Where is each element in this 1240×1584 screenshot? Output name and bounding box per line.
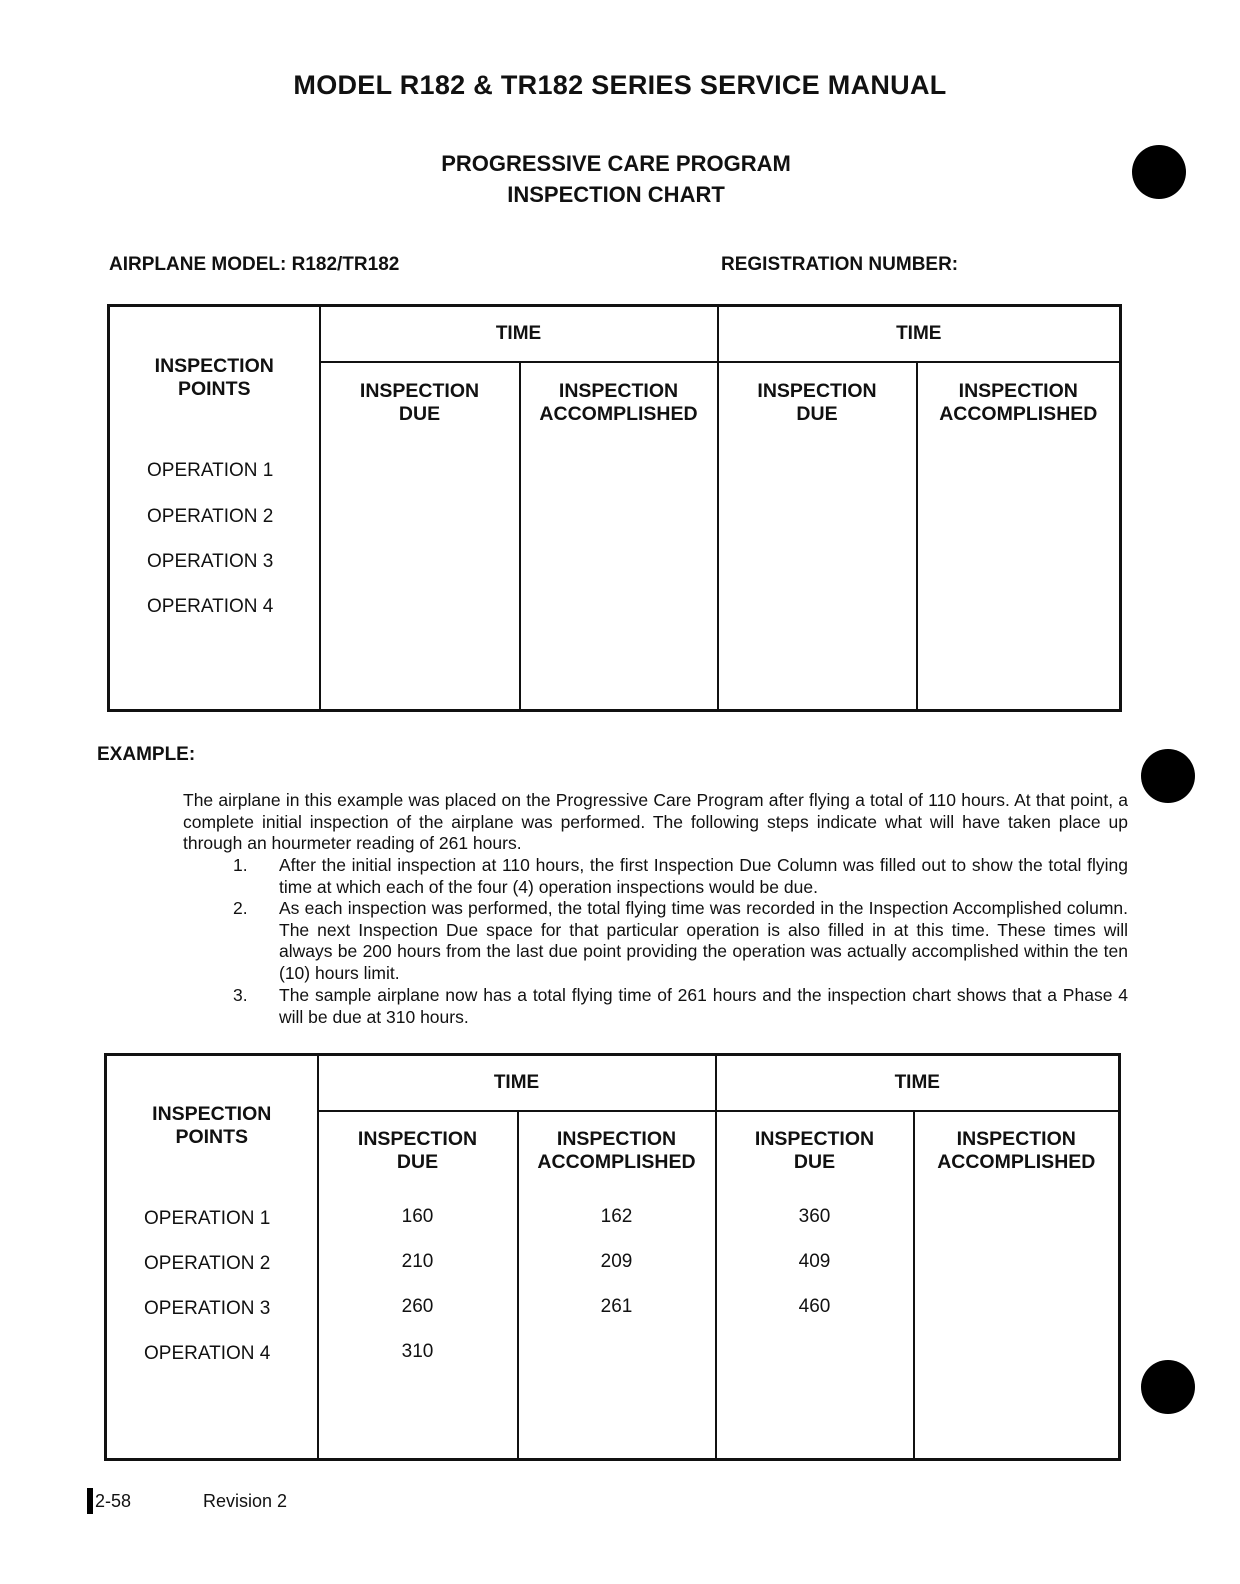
due-value: 260 [401,1296,434,1317]
inspection-due-column: INSPECTION DUE 360 409 460 [716,1111,914,1460]
chart-title-line2: INSPECTION CHART [507,182,725,207]
step-number: 1. [233,855,248,875]
chart-title [416,148,816,210]
registration-number-label: REGISTRATION NUMBER: [721,254,959,275]
due-value: 210 [401,1251,434,1272]
time-header: TIME [318,1055,716,1112]
binder-hole-top [1132,145,1186,199]
accomplished-value: 261 [600,1296,633,1317]
operation-label: OPERATION 1 [147,460,274,481]
inspection-accomplished-column: INSPECTION ACCOMPLISHED [914,1111,1120,1460]
inspection-points-column [106,1055,318,1460]
airplane-model-label: AIRPLANE MODEL: R182/TR182 [109,254,400,275]
manual-title: MODEL R182 & TR182 SERIES SERVICE MANUAL [293,70,947,100]
binder-hole-bottom [1141,1360,1195,1414]
page-number: 2-58 [95,1491,132,1511]
operation-label: OPERATION 4 [144,1343,271,1364]
time-header: TIME [718,306,1121,363]
due-value: 409 [798,1251,831,1272]
time-header: TIME [716,1055,1120,1112]
due-value: 360 [798,1206,831,1227]
step-number: 2. [233,898,248,918]
revision-label: Revision 2 [203,1491,288,1511]
step-text: The sample airplane now has a total flying time of 261 hours and the inspection chart shows that a Phase 4 will be due at 310 hours. [279,985,1128,1027]
operation-label: OPERATION 1 [144,1208,271,1229]
example-inspection-chart [104,1053,1121,1461]
revision-bar [87,1488,93,1514]
binder-hole-middle [1141,749,1195,803]
time-header: TIME [320,306,718,363]
step-text: After the initial inspection at 110 hours, the first Inspection Due Column was filled out to show the total flying time at which each of the four (4) operation inspections would be due. [279,855,1128,897]
operation-label: OPERATION 3 [144,1298,271,1319]
inspection-due-column: INSPECTION DUE 160 210 260 310 [318,1111,518,1460]
operation-label: OPERATION 3 [147,551,274,572]
example-label: EXAMPLE: [97,744,196,765]
accomplished-value: 162 [600,1206,633,1227]
operation-label: OPERATION 2 [144,1253,271,1274]
inspection-due-column: INSPECTION DUE [320,362,520,711]
step-number: 3. [233,985,248,1005]
inspection-due-column: INSPECTION DUE [718,362,917,711]
due-value: 460 [798,1296,831,1317]
accomplished-value: 209 [600,1251,633,1272]
step-text: As each inspection was performed, the total flying time was recorded in the Inspection Accomplished column. The next Inspection Due space for that particular operation is also filled in at this time. These times will always be 200 hours from the last due point providing the operation was actually accomplished within the ten (10) hours limit. [279,898,1128,983]
operation-label: OPERATION 2 [147,506,274,527]
inspection-accomplished-column: INSPECTION ACCOMPLISHED [520,362,718,711]
chart-title-line1: PROGRESSIVE CARE PROGRAM [441,151,791,176]
example-intro-paragraph: The airplane in this example was placed on the Progressive Care Program after flying a total of 110 hours. At that point, a complete initial inspection of the airplane was performed. The following steps indicate what will have taken place up through an hourmeter reading of 261 hours. [183,790,1128,853]
operation-label: OPERATION 4 [147,596,274,617]
blank-inspection-chart [107,304,1122,712]
inspection-points-column [109,306,320,711]
due-value: 310 [401,1341,434,1362]
due-value: 160 [401,1206,434,1227]
inspection-accomplished-column: INSPECTION ACCOMPLISHED 162 209 261 [518,1111,716,1460]
inspection-points-header: INSPECTION POINTS [152,1103,272,1148]
inspection-accomplished-column: INSPECTION ACCOMPLISHED [917,362,1121,711]
inspection-points-header: INSPECTION POINTS [154,355,274,400]
